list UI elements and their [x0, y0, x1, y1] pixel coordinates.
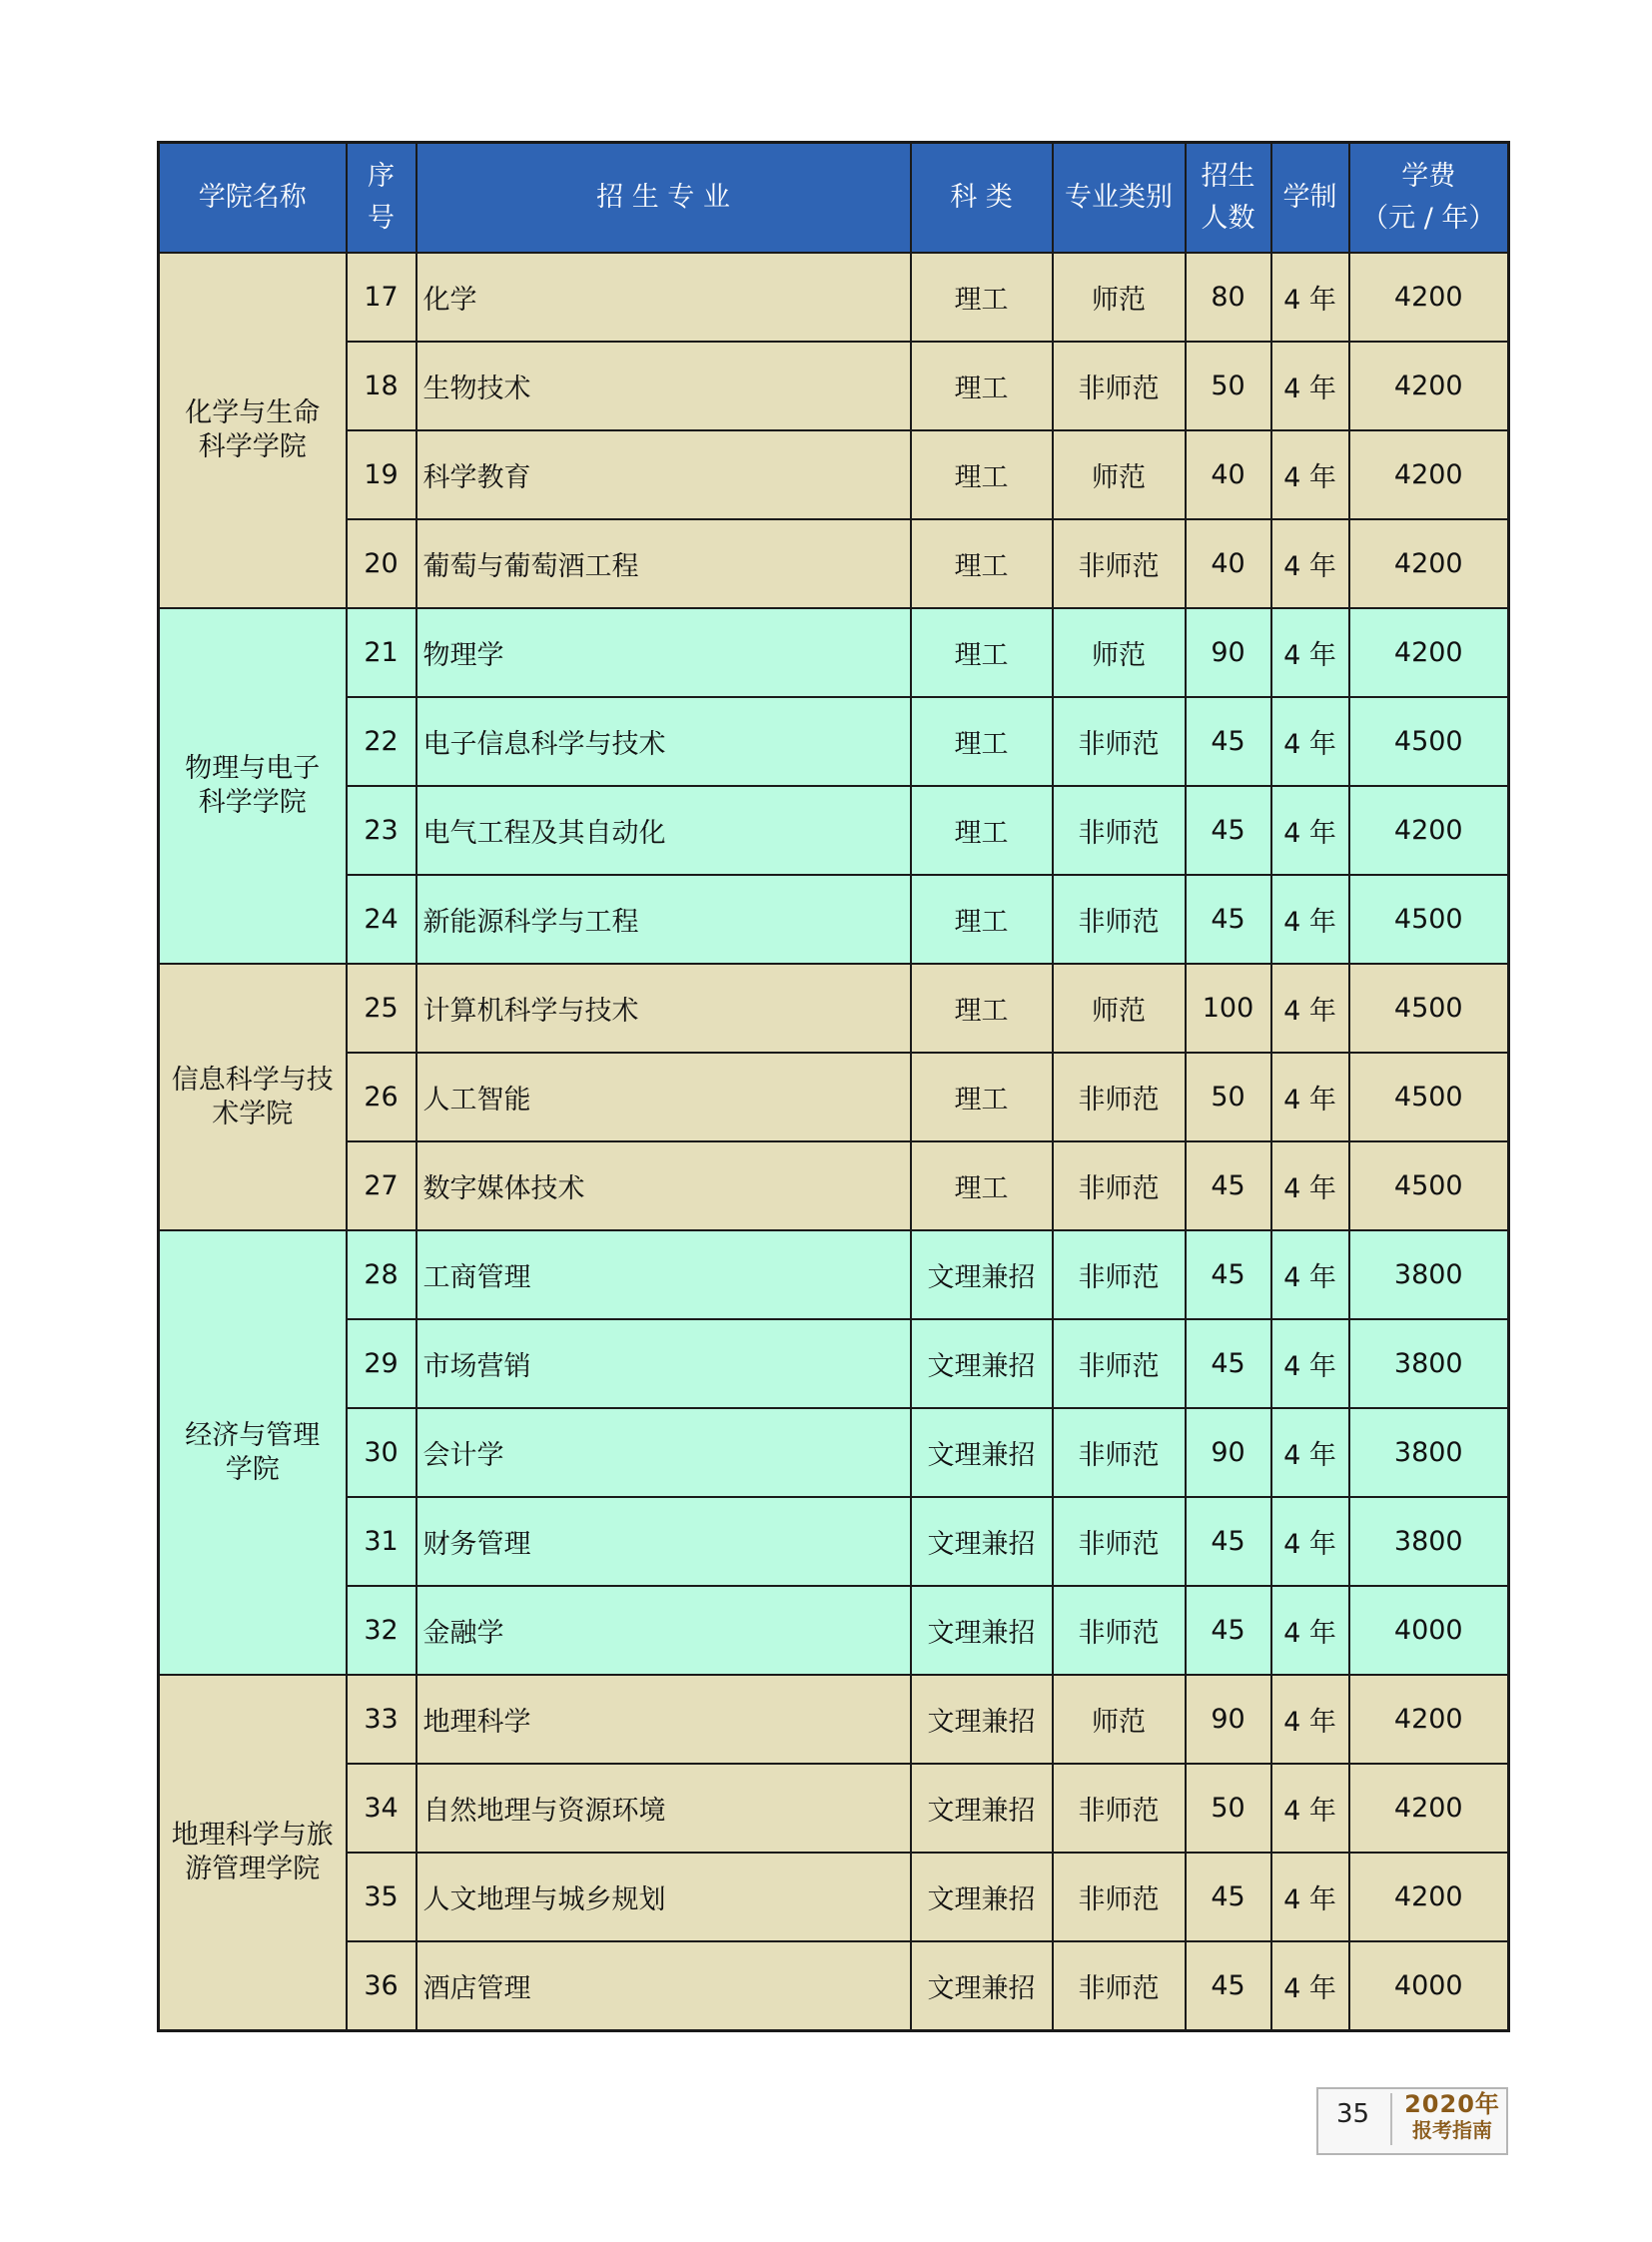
- header-duration: 学制: [1271, 143, 1349, 254]
- major-type-cell: 非师范: [1053, 697, 1186, 786]
- duration-cell: 4 年: [1271, 786, 1349, 875]
- major-type-cell: 师范: [1053, 1675, 1186, 1764]
- duration-cell: 4 年: [1271, 1941, 1349, 2031]
- major-cell: 葡萄与葡萄酒工程: [416, 519, 911, 608]
- fee-cell: 4500: [1349, 697, 1509, 786]
- page-number: 35: [1336, 2099, 1370, 2129]
- fee-cell: 3800: [1349, 1319, 1509, 1408]
- seq-cell: 31: [347, 1497, 416, 1586]
- count-cell: 90: [1186, 608, 1271, 697]
- count-cell: 45: [1186, 1141, 1271, 1230]
- college-name-cell: 物理与电子 科学学院: [159, 608, 347, 964]
- major-cell: 酒店管理: [416, 1941, 911, 2031]
- major-cell: 工商管理: [416, 1230, 911, 1319]
- category-cell: 文理兼招: [911, 1230, 1053, 1319]
- seq-cell: 26: [347, 1053, 416, 1141]
- header-count: 招生 人数: [1186, 143, 1271, 254]
- major-type-cell: 非师范: [1053, 1053, 1186, 1141]
- fee-cell: 4200: [1349, 608, 1509, 697]
- seq-cell: 18: [347, 342, 416, 430]
- table-row: [159, 697, 1509, 786]
- fee-cell: 4000: [1349, 1586, 1509, 1675]
- duration-cell: 4 年: [1271, 342, 1349, 430]
- seq-cell: 25: [347, 964, 416, 1053]
- major-type-cell: 非师范: [1053, 875, 1186, 964]
- category-cell: 理工: [911, 1141, 1053, 1230]
- count-cell: 45: [1186, 697, 1271, 786]
- major-cell: 金融学: [416, 1586, 911, 1675]
- major-cell: 地理科学: [416, 1675, 911, 1764]
- major-type-cell: 非师范: [1053, 1853, 1186, 1941]
- duration-cell: 4 年: [1271, 1319, 1349, 1408]
- count-cell: 45: [1186, 1230, 1271, 1319]
- college-name-cell: 经济与管理 学院: [159, 1230, 347, 1675]
- category-cell: 理工: [911, 608, 1053, 697]
- fee-cell: 4200: [1349, 253, 1509, 342]
- major-cell: 电子信息科学与技术: [416, 697, 911, 786]
- fee-cell: 4500: [1349, 1053, 1509, 1141]
- major-type-cell: 非师范: [1053, 1408, 1186, 1497]
- seq-cell: 35: [347, 1853, 416, 1941]
- major-type-cell: 非师范: [1053, 786, 1186, 875]
- fee-cell: 4500: [1349, 1141, 1509, 1230]
- major-type-cell: 非师范: [1053, 1586, 1186, 1675]
- major-type-cell: 非师范: [1053, 1230, 1186, 1319]
- fee-cell: 4200: [1349, 786, 1509, 875]
- major-type-cell: 非师范: [1053, 1497, 1186, 1586]
- category-cell: 理工: [911, 697, 1053, 786]
- seq-cell: 32: [347, 1586, 416, 1675]
- duration-cell: 4 年: [1271, 608, 1349, 697]
- seq-cell: 33: [347, 1675, 416, 1764]
- major-type-cell: 师范: [1053, 964, 1186, 1053]
- header-college: 学院名称: [159, 143, 347, 254]
- fee-cell: 4200: [1349, 1764, 1509, 1853]
- duration-cell: 4 年: [1271, 1497, 1349, 1586]
- fee-cell: 4200: [1349, 519, 1509, 608]
- count-cell: 50: [1186, 1764, 1271, 1853]
- table-row: [159, 1230, 1509, 1319]
- count-cell: 90: [1186, 1408, 1271, 1497]
- table-row: [159, 964, 1509, 1053]
- logo-text: 报考指南: [1412, 2118, 1492, 2142]
- duration-cell: 4 年: [1271, 697, 1349, 786]
- table-row: [159, 1319, 1509, 1408]
- category-cell: 理工: [911, 875, 1053, 964]
- count-cell: 40: [1186, 430, 1271, 519]
- table-row: [159, 342, 1509, 430]
- fee-cell: 3800: [1349, 1408, 1509, 1497]
- seq-cell: 34: [347, 1764, 416, 1853]
- duration-cell: 4 年: [1271, 430, 1349, 519]
- seq-cell: 23: [347, 786, 416, 875]
- category-cell: 理工: [911, 430, 1053, 519]
- major-type-cell: 非师范: [1053, 1941, 1186, 2031]
- major-cell: 计算机科学与技术: [416, 964, 911, 1053]
- seq-cell: 21: [347, 608, 416, 697]
- category-cell: 文理兼招: [911, 1319, 1053, 1408]
- fee-cell: 4500: [1349, 875, 1509, 964]
- count-cell: 90: [1186, 1675, 1271, 1764]
- table-row: [159, 1941, 1509, 2031]
- table-row: [159, 786, 1509, 875]
- table-row: [159, 1764, 1509, 1853]
- category-cell: 文理兼招: [911, 1764, 1053, 1853]
- duration-cell: 4 年: [1271, 1853, 1349, 1941]
- table-row: [159, 430, 1509, 519]
- category-cell: 理工: [911, 253, 1053, 342]
- college-name-cell: 信息科学与技 术学院: [159, 964, 347, 1230]
- header-major: 招 生 专 业: [416, 143, 911, 254]
- count-cell: 45: [1186, 1586, 1271, 1675]
- category-cell: 文理兼招: [911, 1941, 1053, 2031]
- fee-cell: 4200: [1349, 342, 1509, 430]
- college-name-cell: 化学与生命 科学学院: [159, 253, 347, 608]
- header-category: 科 类: [911, 143, 1053, 254]
- seq-cell: 22: [347, 697, 416, 786]
- category-cell: 理工: [911, 1053, 1053, 1141]
- duration-cell: 4 年: [1271, 1230, 1349, 1319]
- duration-cell: 4 年: [1271, 1408, 1349, 1497]
- major-cell: 新能源科学与工程: [416, 875, 911, 964]
- fee-cell: 4200: [1349, 1853, 1509, 1941]
- table-row: [159, 1586, 1509, 1675]
- table-body: [159, 253, 1509, 2031]
- major-cell: 财务管理: [416, 1497, 911, 1586]
- category-cell: 理工: [911, 964, 1053, 1053]
- count-cell: 45: [1186, 875, 1271, 964]
- count-cell: 45: [1186, 786, 1271, 875]
- fee-cell: 3800: [1349, 1230, 1509, 1319]
- duration-cell: 4 年: [1271, 1141, 1349, 1230]
- major-type-cell: 非师范: [1053, 1141, 1186, 1230]
- header-major-type: 专业类别: [1053, 143, 1186, 254]
- count-cell: 100: [1186, 964, 1271, 1053]
- duration-cell: 4 年: [1271, 1586, 1349, 1675]
- seq-cell: 28: [347, 1230, 416, 1319]
- college-name-cell: 地理科学与旅 游管理学院: [159, 1675, 347, 2031]
- major-cell: 化学: [416, 253, 911, 342]
- table-row: [159, 1141, 1509, 1230]
- table-row: [159, 519, 1509, 608]
- seq-cell: 19: [347, 430, 416, 519]
- table-row: [159, 1408, 1509, 1497]
- table-header: [159, 143, 1509, 254]
- duration-cell: 4 年: [1271, 1764, 1349, 1853]
- fee-cell: 4200: [1349, 430, 1509, 519]
- major-type-cell: 非师范: [1053, 519, 1186, 608]
- seq-cell: 17: [347, 253, 416, 342]
- table-row: [159, 1053, 1509, 1141]
- seq-cell: 20: [347, 519, 416, 608]
- category-cell: 理工: [911, 519, 1053, 608]
- fee-cell: 3800: [1349, 1497, 1509, 1586]
- admissions-table: [157, 141, 1510, 2032]
- category-cell: 理工: [911, 786, 1053, 875]
- count-cell: 40: [1186, 519, 1271, 608]
- major-cell: 生物技术: [416, 342, 911, 430]
- category-cell: 理工: [911, 342, 1053, 430]
- count-cell: 45: [1186, 1941, 1271, 2031]
- seq-cell: 30: [347, 1408, 416, 1497]
- table-row: [159, 1675, 1509, 1764]
- category-cell: 文理兼招: [911, 1586, 1053, 1675]
- major-cell: 电气工程及其自动化: [416, 786, 911, 875]
- major-cell: 人工智能: [416, 1053, 911, 1141]
- duration-cell: 4 年: [1271, 875, 1349, 964]
- major-cell: 科学教育: [416, 430, 911, 519]
- seq-cell: 24: [347, 875, 416, 964]
- table-row: [159, 608, 1509, 697]
- duration-cell: 4 年: [1271, 964, 1349, 1053]
- seq-cell: 29: [347, 1319, 416, 1408]
- category-cell: 文理兼招: [911, 1853, 1053, 1941]
- table-row: [159, 253, 1509, 342]
- major-cell: 自然地理与资源环境: [416, 1764, 911, 1853]
- major-type-cell: 师范: [1053, 430, 1186, 519]
- duration-cell: 4 年: [1271, 253, 1349, 342]
- header-seq: 序 号: [347, 143, 416, 254]
- category-cell: 文理兼招: [911, 1497, 1053, 1586]
- major-cell: 人文地理与城乡规划: [416, 1853, 911, 1941]
- table-row: [159, 1497, 1509, 1586]
- fee-cell: 4200: [1349, 1675, 1509, 1764]
- table-row: [159, 1853, 1509, 1941]
- footer-divider: [1390, 2093, 1392, 2145]
- fee-cell: 4000: [1349, 1941, 1509, 2031]
- count-cell: 80: [1186, 253, 1271, 342]
- guide-logo: [1400, 2091, 1504, 2143]
- major-type-cell: 非师范: [1053, 342, 1186, 430]
- duration-cell: 4 年: [1271, 1053, 1349, 1141]
- fee-cell: 4500: [1349, 964, 1509, 1053]
- count-cell: 45: [1186, 1497, 1271, 1586]
- major-cell: 会计学: [416, 1408, 911, 1497]
- count-cell: 50: [1186, 342, 1271, 430]
- seq-cell: 27: [347, 1141, 416, 1230]
- major-type-cell: 师范: [1053, 253, 1186, 342]
- count-cell: 50: [1186, 1053, 1271, 1141]
- logo-year: 2020年: [1404, 2090, 1500, 2118]
- duration-cell: 4 年: [1271, 1675, 1349, 1764]
- category-cell: 文理兼招: [911, 1675, 1053, 1764]
- count-cell: 45: [1186, 1853, 1271, 1941]
- category-cell: 文理兼招: [911, 1408, 1053, 1497]
- seq-cell: 36: [347, 1941, 416, 2031]
- major-type-cell: 非师范: [1053, 1764, 1186, 1853]
- major-type-cell: 非师范: [1053, 1319, 1186, 1408]
- major-cell: 市场营销: [416, 1319, 911, 1408]
- major-cell: 物理学: [416, 608, 911, 697]
- major-cell: 数字媒体技术: [416, 1141, 911, 1230]
- count-cell: 45: [1186, 1319, 1271, 1408]
- major-type-cell: 师范: [1053, 608, 1186, 697]
- table-row: [159, 875, 1509, 964]
- duration-cell: 4 年: [1271, 519, 1349, 608]
- header-fee: 学费 （元 / 年）: [1349, 143, 1509, 254]
